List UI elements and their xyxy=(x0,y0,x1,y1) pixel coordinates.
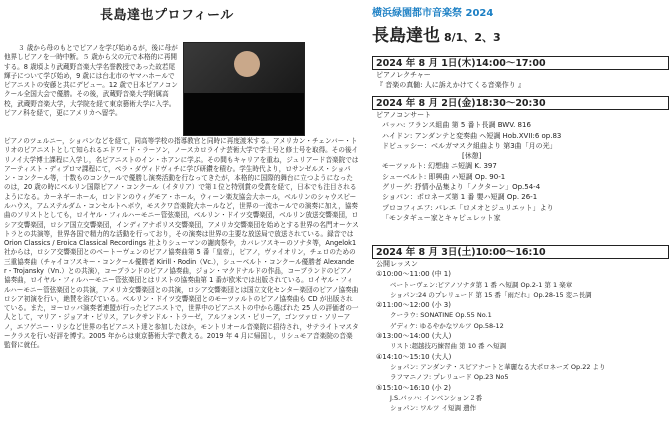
piano-shape xyxy=(184,93,304,135)
session-1 xyxy=(372,56,669,91)
session-2-line: ハイドン: アンダンテと変奏曲 ヘ短調 Hob.XVII:6 op.83 xyxy=(382,131,562,140)
artist-name: 長島達也 xyxy=(372,26,440,46)
session-3-line: ⑤15:10〜16:10 (小 2) xyxy=(376,383,451,392)
session-3-line: ①10:00〜11:00 (中 1) xyxy=(376,270,451,279)
profile-bio-body: ピアノのツェルニー，ショパンなどを経て，同高等学校の指導教官と同時に再度渡米する。アメリカン・チェンバー・トリオのピアニストとして知られるエドワード・ラーソン，ノースカロライナ芸術大学で学士号と修士号を取得。その後イリノイ大学博士課程に入学し，名ピアニストのイン・ホアンに学ぶ。その間もキャリアを重ね，ジュリアード音楽院ではアーティスト・ディプロマ課程にて，ペラ・ダヴィドヴィチに学び研鑽を積む。学生時代より，ロサンゼルス・ショパン・コンクール等，十数ものコンクールで優勝し演奏活動を行なってきたが，本格的に国際的舞台に立つようになったのは，20 歳の時にベルリン国際ピアノ・コンクール（イタリア）で第１位と特別賞の受賞を経て，日本でも注目されるようになる。カーネギーホール，ロンドンのウィグモア・ホール，ウィーン楽友協会大ホール，ベルリンのシャウスピールハウス，アムステルダム・コンセルトヘボウ，モスクワ音楽院大ホールなど，世界の一流ホールでの演奏に加え，協奏曲のソリストとしても，ロイヤル・フィルハーモニー管弦楽団，ベルリン・ドイツ交響楽団，ベルリン放送交響楽団，ロシア交響楽団，ロシア国立交響楽団，インディアナポリス交響楽団，アメリカ交響楽団を始めとする世界の名門オーケストラとの共演等，世界各国で精力的な活動を行っており，その演奏は世界の主要な放送局で放送されている。録音では Orion Classics / Eroica Classical Recordings 社よりシューマンの謝肉祭や，カバレフスキーのソナタ等，Angelok1 社からは，ロシア交響楽団とのベートーヴェンのピアノ協奏曲第 5 番「皇帝」，ピアノ，ヴァイオリン，チェロのための三重協奏曲（チャイコフスキー・コンクール優勝者 Kirill・Rodin（Vc.），シューベルト・コンクール優勝者 Alexander・Trojansky（Vn.）との共演），コープランドのピアノ協奏曲，ジョン・マクドナルドの作品，コープランドのピアノ協奏曲，ロイヤル・フィルハーモニー管弦楽団とはリストの協奏曲第 1 番が欧米では出版されている。ロイヤル・フィルハーモニー管弦楽団との共演，アメリカ交響楽団との共演，ロシア交響楽団とは国立文化センター楽団のピアノ協奏曲ロシア初演を行い，絶賛を浴びている。ベルリン・ドイツ交響楽団とのモーツァルトのピアノ協奏曲も CD が出版されている。また，ヨーロッパ演奏者連盟が行ったピアニストで，世界中のピアニストの中から選ばれた 25 人の評価者の一人として，マリア・ジョアオ・ピリス，アレクサンドル・トラーゼ，アルフォンス・ピリーア，ゴンツァロ・ソリーアノ，エフゲニー・リシなど世界の名ピアニスト達と参加したほか，モントリオール音楽院に招待され，サテライトマスタークラスを行い好評を博す。2005 年からは東京藝術大学で教える。2019 年 4 月に帰国し，リシュモア音楽院の音楽監督に就任。 xyxy=(4,137,359,350)
session-3-line: リスト:超越技巧練習曲 第 10 番 ヘ短調 xyxy=(390,342,507,351)
session-2-line: シューベルト: 即興曲 ハ短調 Op. 90-1 xyxy=(382,172,506,181)
session-3 xyxy=(372,245,669,413)
session-3-line: ラフマニノフ: プレリュード Op.23 No5 xyxy=(390,373,509,382)
session-3-line: ショパン:24 のプレリュード 第 15 番「雨だれ」Op.28-15 変ニ長調 xyxy=(390,290,592,299)
session-3-line: ゲディケ: ゆるやかなワルツ Op.58-12 xyxy=(390,321,504,330)
session-2-line: モーツァルト: 幻想曲 ニ短調 K. 397 xyxy=(382,162,497,171)
session-1-line: ピアノレクチャー xyxy=(376,71,431,79)
session-2-line: ドビュッシー：ベルガマスク組曲より 第3曲「月の光」 xyxy=(382,141,557,150)
session-2 xyxy=(372,96,669,223)
profile-title: 長島達也プロフィール xyxy=(100,8,234,23)
session-2-line: バッハ: フランス組曲 第 5 番ト長調 BWV. 816 xyxy=(382,121,531,130)
session-3-line: J.S.バッハ: インベンション２番 xyxy=(390,393,483,402)
session-2-line: ショパン：ポロネーズ第 1 番 嬰ハ短調 Op. 26-1 xyxy=(382,193,538,202)
session-1-header: 2024 年 8 月 1日(木)14:00〜17:00 xyxy=(372,56,669,70)
session-3-line: ④14:10〜15:10 (大人) xyxy=(376,352,452,361)
session-2-line: プロコフィエフ: バレエ「ロメオとジュリエット」より xyxy=(382,203,554,212)
session-3-line: ベートーヴェン:ピアノソナタ第 1 番 ヘ短調 Op.2-1 第 1 楽章 xyxy=(390,280,573,289)
festival-dates: 8/1、2、3 xyxy=(444,31,501,44)
artist-name-heading xyxy=(372,21,501,46)
session-2-line: 「モンタギュー家とキャピュレット家 xyxy=(382,213,501,222)
session-3-line: ショパン: ワルツ イ短調 遺作 xyxy=(390,404,477,413)
profile-bio-intro xyxy=(4,44,179,118)
session-2-line: [休憩] xyxy=(462,152,482,161)
session-2-line: グリーグ: 抒情小品集より「ノクターン」Op.54-4 xyxy=(382,183,541,192)
session-3-line: ショパン: アンダンテ・スピアナートと華麗なる大ポロネーズ Op.22 より xyxy=(390,362,606,371)
session-3-line: ③13:00〜14:00 (大人) xyxy=(376,332,452,341)
session-2-header: 2024 年 8 月 2日(金)18:30〜20:30 xyxy=(372,96,669,110)
artist-figure xyxy=(234,51,260,77)
festival-title: 横浜緑園都市音楽祭 2024 xyxy=(372,8,494,19)
session-3-line: 公開レッスン xyxy=(376,260,418,268)
session-3-line: クーラウ: SONATINE Op.55 No.1 xyxy=(390,311,492,320)
artist-photo xyxy=(183,42,305,136)
session-2-line: ピアノコンサート xyxy=(376,111,432,119)
profile-bio-intro-text: ３ 歳から母のもとでピアノを学び始めるが，後に母が他界しピアノを一時中断。５ 歳から父の元で本格的に再開する。8 歳頃より武蔵野音楽大学名誉教授であった故若尾輝子について学び始め，9 歳には台北市のヤマハホールでピアニストの安藤と共にデビュー。12 歳で日本ピアノコンクール全国大会で優勝。その後，武蔵野音楽大学附属高校，武蔵野音楽大学，大学院を経て東京藝術大学に入学。ピアノ科を経て，更にアメリカへ留学。 xyxy=(4,44,178,117)
session-3-line: ②11:00〜12:00 (小 3) xyxy=(376,301,451,310)
schedule-column xyxy=(365,0,670,443)
session-1-line: 『 音楽の真髄: 人に訴えかけてくる音楽作り 』 xyxy=(376,81,526,90)
session-3-header: 2024 年 8 月 3日(土)10:00〜16:10 xyxy=(372,245,669,259)
